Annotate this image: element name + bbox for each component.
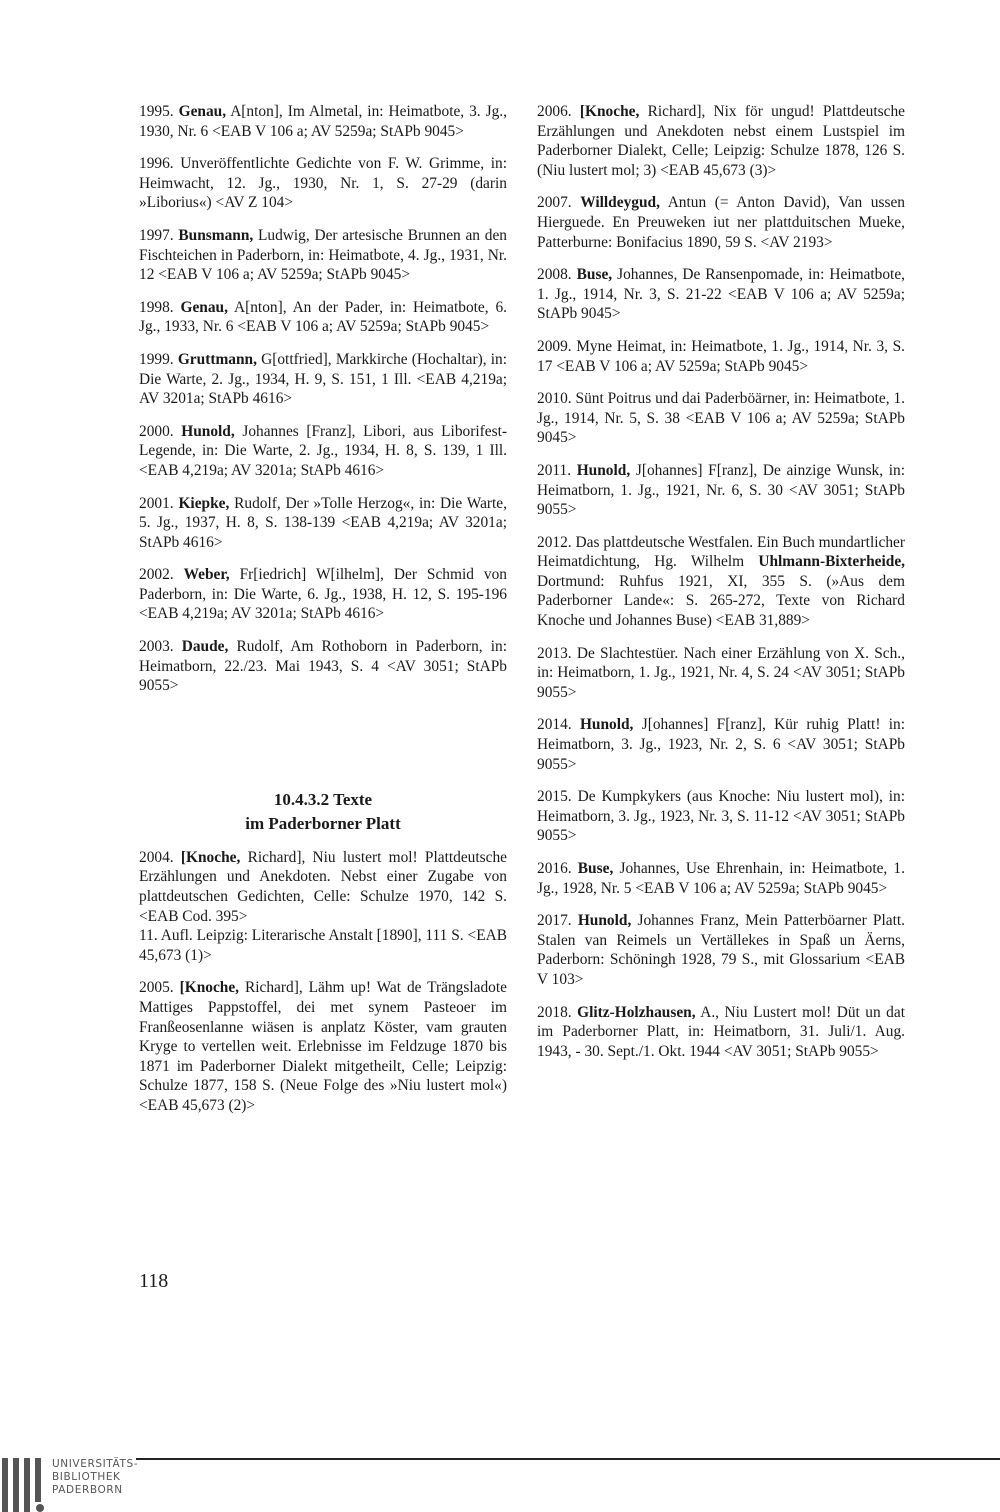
bibliography-entry: 1995. Genau, A[nton], Im Almetal, in: Heimatbote, 3. Jg., 1930, Nr. 6 <EAB V 106 a; AV 5259a; StAPb 9045> xyxy=(139,103,507,140)
bibliography-entry: 2009. Myne Heimat, in: Heimatbote, 1. Jg., 1914, Nr. 3, S. 17 <EAB V 106 a; AV 5259a; StAPb 9045> xyxy=(537,337,905,375)
left-column xyxy=(139,102,507,1129)
bibliography-entry: 1997. Bunsmann, Ludwig, Der artesische Brunnen an den Fischteichen in Paderborn, in: Heimatbote, 4. Jg., 1931, Nr. 12 <EAB V 106 a; AV 5259a; StAPb 9045> xyxy=(139,226,507,284)
section-heading-line1: 10.4.3.2 Texte xyxy=(273,789,373,809)
library-logo xyxy=(0,1452,170,1512)
page-number: 118 xyxy=(139,1270,169,1292)
bibliography-entry: 2007. Willdeygud, Antun (= Anton David), Van ussen Hierguede. En Preuweken iut ner plattduitschen Mueke, Patterburne: Bonifacius 1890, 59 S. <AV 2193> xyxy=(537,194,905,251)
bibliography-entry: 1999. Gruttmann, G[ottfried], Markkirche (Hochaltar), in: Die Warte, 2. Jg., 1934, H. 9, S. 151, 1 Ill. <EAB 4,219a; AV 3201a; StAPb 4616> xyxy=(139,350,507,408)
bibliography-entry: 2013. De Slachtestüer. Nach einer Erzählung von X. Sch., in: Heimatborn, 1. Jg., 1921, Nr. 4, S. 24 <AV 3051; StAPb 9055> xyxy=(537,644,905,701)
bibliography-entry: 2011. Hunold, J[ohannes] F[ranz], De ainzige Wunsk, in: Heimatborn, 1. Jg., 1921, Nr. 6, S. 30 <AV 3051; StAPb 9055> xyxy=(537,461,905,519)
bibliography-entry: 2018. Glitz-Holzhausen, A., Niu Lustert mol! Düt un dat im Paderborner Platt, in: Heimatborn, 31. Juli/1. Aug. 1943, - 30. Sept./1. Okt. 1944 <AV 3051; StAPb 9055> xyxy=(537,1003,905,1060)
logo-text-line1: UNIVERSITÄTS- xyxy=(52,1458,139,1470)
bibliography-entry: 2003. Daude, Rudolf, Am Rothoborn in Paderborn, in: Heimatborn, 22./23. Mai 1943, S. 4 <AV 3051; StAPb 9055> xyxy=(139,638,507,695)
bibliography-entry: 2014. Hunold, J[ohannes] F[ranz], Kür ruhig Platt! in: Heimatborn, 3. Jg., 1923, Nr. 2, S. 6 <AV 3051; StAPb 9055> xyxy=(537,716,905,773)
bibliography-entry: 2004. [Knoche, Richard], Niu lustert mol! Plattdeutsche Erzählungen und Anekdoten. Nebst einer Zugabe von plattdeutschen Gedichten, Celle: Schulze 1970, 142 S. <EAB Cod. 395> 11. Aufl. Leipzig: Literarische Anstalt [1890], 111 S. <EAB 45,673 (1)> xyxy=(139,848,507,964)
bibliography-entry: 1996. Unveröffentlichte Gedichte von F. W. Grimme, in: Heimwacht, 12. Jg., 1930, Nr. 1, S. 27-29 (darin »Liborius«) <AV Z 104> xyxy=(139,155,507,212)
bibliography-entry: 2016. Buse, Johannes, Use Ehrenhain, in: Heimatbote, 1. Jg., 1928, Nr. 5 <EAB V 106 a; AV 5259a; StAPb 9045> xyxy=(537,860,905,897)
bibliography-entry: 2015. De Kumpkykers (aus Knoche: Niu lustert mol), in: Heimatborn, 3. Jg., 1923, Nr. 3, S. 11-12 <AV 3051; StAPb 9055> xyxy=(537,788,905,845)
bibliography-entry: 2006. [Knoche, Richard], Nix för ungud! Plattdeutsche Erzählungen und Anekdoten nebst einem Lustspiel im Paderborner Dialekt, Celle; Leipzig: Schulze 1878, 126 S. (Niu lustert mol; 3) <EAB 45,673 (3)> xyxy=(537,103,905,179)
logo-text-line2: BIBLIOTHEK xyxy=(52,1471,121,1483)
bibliography-entry: 1998. Genau, A[nton], An der Pader, in: Heimatbote, 6. Jg., 1933, Nr. 6 <EAB V 106 a; AV 5259a; StAPb 9045> xyxy=(139,298,508,336)
bibliography-entry: 2008. Buse, Johannes, De Ransenpomade, in: Heimatbote, 1. Jg., 1914, Nr. 3, S. 21-22 <EAB V 106 a; AV 5259a; StAPb 9045> xyxy=(537,266,905,323)
section-heading-line2: im Paderborner Platt xyxy=(245,813,401,833)
right-column xyxy=(537,102,905,1074)
library-logo-dot-icon xyxy=(36,1504,44,1512)
bibliography-entry: 2000. Hunold, Johannes [Franz], Libori, aus Liborifest-Legende, in: Die Warte, 2. Jg., 1934, H. 8, S. 139, 1 Ill. <EAB 4,219a; AV 3201a; StAPb 4616> xyxy=(139,422,507,479)
bibliography-entry: 2010. Sünt Poitrus und dai Paderböärner, in: Heimatbote, 1. Jg., 1914, Nr. 5, S. 38 <EAB V 106 a; AV 5259a; StAPb 9045> xyxy=(537,390,905,447)
logo-text-line3: PADERBORN xyxy=(52,1484,123,1496)
bibliography-entry: 2012. Das plattdeutsche Westfalen. Ein Buch mundartlicher Heimatdichtung, Hg. Wilhelm Uhlmann-Bixterheide, Dortmund: Ruhfus 1921, XI, 355 S. (»Aus dem Paderborner Lande«: S. 265-272, Texte von Richard Knoche und Johannes Buse) <EAB 31,889> xyxy=(537,533,905,630)
footer-divider xyxy=(136,1458,1000,1460)
section-heading xyxy=(139,788,507,836)
bibliography-entry: 2017. Hunold, Johannes Franz, Mein Patterböarner Platt. Stalen van Reimels un Vertällekes in Spaß un Äerns, Paderborn: Schöningh 1928, 79 S., mit Glossarium <EAB V 103> xyxy=(537,912,905,988)
bibliography-entry: 2005. [Knoche, Richard], Lähm up! Wat de Trängsladote Mattiges Pappstoffel, dei met synem Pasteoer im Franßeosenlanne wiäsen is anplatz Köster, vam grauten Kryge to vertellen weit. Erlebnisse im Feldzuge 1870 bis 1871 im Paderborner Dialekt mitgetheilt, Celle; Leipzig: Schulze 1877, 158 S. (Neue Folge des »Niu lustert mol«) <EAB 45,673 (2)> xyxy=(139,979,507,1114)
bibliography-entry: 2001. Kiepke, Rudolf, Der »Tolle Herzog«, in: Die Warte, 5. Jg., 1937, H. 8, S. 138-139 <EAB 4,219a; AV 3201a; StAPb 4616> xyxy=(139,494,507,551)
bibliography-entry: 2002. Weber, Fr[iedrich] W[ilhelm], Der Schmid von Paderborn, in: Die Warte, 6. Jg., 1938, H. 12, S. 195-196 <EAB 4,219a; AV 3201a; StAPb 4616> xyxy=(139,566,507,623)
